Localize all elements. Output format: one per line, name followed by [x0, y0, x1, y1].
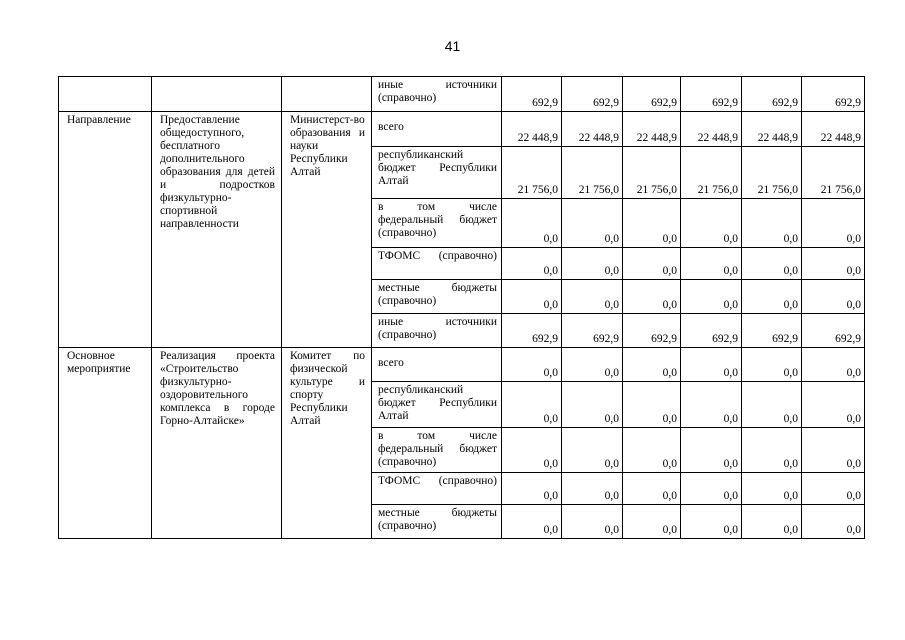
- type-cell: [59, 77, 152, 112]
- name-cell: Предоставление общедоступного, бесплатного дополнительного образования для детей и подростков физкультурно-спортивной направленности: [152, 112, 282, 348]
- value-cell: 0,0: [562, 505, 623, 539]
- value-cell: 692,9: [681, 314, 742, 348]
- value-cell: 0,0: [562, 280, 623, 314]
- executor-cell: [282, 77, 372, 112]
- value-cell: 22 448,9: [623, 112, 681, 147]
- value-cell: 0,0: [502, 248, 562, 280]
- name-cell: [152, 77, 282, 112]
- value-cell: 0,0: [681, 199, 742, 248]
- value-cell: 0,0: [802, 428, 865, 473]
- value-cell: 0,0: [623, 473, 681, 505]
- type-cell: Направление: [59, 112, 152, 348]
- value-cell: 0,0: [681, 428, 742, 473]
- table-row: [59, 348, 865, 382]
- value-cell: 0,0: [502, 428, 562, 473]
- value-cell: 21 756,0: [623, 147, 681, 199]
- value-cell: 0,0: [562, 199, 623, 248]
- value-cell: 0,0: [681, 473, 742, 505]
- budget-table: [58, 76, 865, 539]
- source-cell: ТФОМС (справочно): [372, 248, 502, 280]
- value-cell: 0,0: [623, 382, 681, 428]
- source-cell: республиканский бюджет Республики Алтай: [372, 147, 502, 199]
- source-cell: местные бюджеты (справочно): [372, 280, 502, 314]
- value-cell: 21 756,0: [742, 147, 802, 199]
- value-cell: 22 448,9: [681, 112, 742, 147]
- value-cell: 0,0: [502, 505, 562, 539]
- source-cell: в том числе федеральный бюджет (справочно): [372, 199, 502, 248]
- value-cell: 0,0: [562, 348, 623, 382]
- value-cell: 0,0: [742, 348, 802, 382]
- value-cell: 0,0: [742, 280, 802, 314]
- value-cell: 0,0: [802, 348, 865, 382]
- value-cell: 0,0: [623, 428, 681, 473]
- value-cell: 0,0: [802, 280, 865, 314]
- page-number: 41: [444, 38, 461, 54]
- value-cell: 692,9: [742, 77, 802, 112]
- value-cell: 22 448,9: [502, 112, 562, 147]
- source-cell: ТФОМС (справочно): [372, 473, 502, 505]
- value-cell: 21 756,0: [681, 147, 742, 199]
- value-cell: 0,0: [681, 280, 742, 314]
- table-row: [59, 77, 865, 112]
- value-cell: 0,0: [802, 199, 865, 248]
- value-cell: 21 756,0: [802, 147, 865, 199]
- executor-cell: Комитет по физической культуре и спорту Республики Алтай: [282, 348, 372, 539]
- value-cell: 22 448,9: [562, 112, 623, 147]
- value-cell: 22 448,9: [742, 112, 802, 147]
- value-cell: 0,0: [562, 473, 623, 505]
- value-cell: 0,0: [802, 248, 865, 280]
- source-cell: всего: [372, 348, 502, 382]
- value-cell: 0,0: [502, 473, 562, 505]
- value-cell: 21 756,0: [562, 147, 623, 199]
- value-cell: 0,0: [802, 382, 865, 428]
- value-cell: 0,0: [802, 473, 865, 505]
- value-cell: 0,0: [502, 382, 562, 428]
- type-cell: Основное мероприятие: [59, 348, 152, 539]
- executor-cell: Министерст-во образования и науки Республики Алтай: [282, 112, 372, 348]
- value-cell: 0,0: [742, 505, 802, 539]
- value-cell: 0,0: [742, 382, 802, 428]
- value-cell: 0,0: [562, 428, 623, 473]
- source-cell: в том числе федеральный бюджет (справочно): [372, 428, 502, 473]
- value-cell: 0,0: [623, 280, 681, 314]
- value-cell: 0,0: [742, 473, 802, 505]
- value-cell: 0,0: [681, 348, 742, 382]
- value-cell: 0,0: [681, 248, 742, 280]
- value-cell: 0,0: [742, 248, 802, 280]
- value-cell: 22 448,9: [802, 112, 865, 147]
- value-cell: 692,9: [502, 77, 562, 112]
- source-cell: всего: [372, 112, 502, 147]
- table-row: [59, 112, 865, 147]
- value-cell: 0,0: [802, 505, 865, 539]
- value-cell: 0,0: [681, 382, 742, 428]
- value-cell: 692,9: [623, 314, 681, 348]
- value-cell: 692,9: [681, 77, 742, 112]
- value-cell: 0,0: [623, 248, 681, 280]
- source-cell: иные источники (справочно): [372, 77, 502, 112]
- value-cell: 0,0: [562, 248, 623, 280]
- source-cell: республиканский бюджет Республики Алтай: [372, 382, 502, 428]
- value-cell: 0,0: [623, 348, 681, 382]
- value-cell: 0,0: [623, 505, 681, 539]
- value-cell: 21 756,0: [502, 147, 562, 199]
- name-cell: Реализация проекта «Строительство физкультурно-оздоровительного комплекса в городе Горно-Алтайске»: [152, 348, 282, 539]
- value-cell: 0,0: [562, 382, 623, 428]
- value-cell: 692,9: [562, 314, 623, 348]
- value-cell: 0,0: [623, 199, 681, 248]
- value-cell: 0,0: [502, 348, 562, 382]
- value-cell: 0,0: [502, 280, 562, 314]
- value-cell: 692,9: [562, 77, 623, 112]
- value-cell: 0,0: [681, 505, 742, 539]
- value-cell: 692,9: [742, 314, 802, 348]
- source-cell: иные источники (справочно): [372, 314, 502, 348]
- value-cell: 692,9: [623, 77, 681, 112]
- value-cell: 692,9: [502, 314, 562, 348]
- value-cell: 0,0: [742, 199, 802, 248]
- source-cell: местные бюджеты (справочно): [372, 505, 502, 539]
- value-cell: 692,9: [802, 314, 865, 348]
- value-cell: 692,9: [802, 77, 865, 112]
- value-cell: 0,0: [502, 199, 562, 248]
- value-cell: 0,0: [742, 428, 802, 473]
